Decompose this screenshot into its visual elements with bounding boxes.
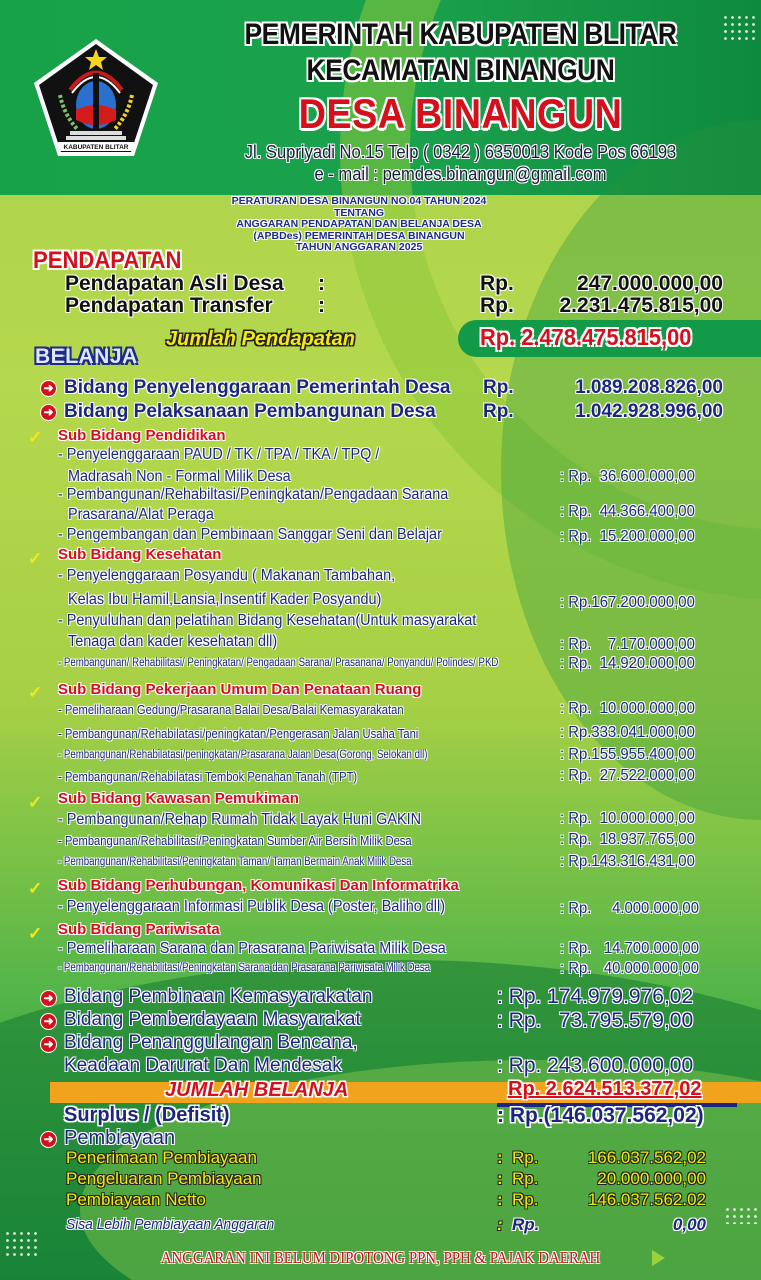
kabupaten-blitar-logo xyxy=(30,35,162,160)
item-line: - Pembangunan/Rehabilitasi/Peningkatan Taman/ Taman Bermain Anak Milik Desa xyxy=(58,856,412,868)
pembiayaan-title: Pembiayaan xyxy=(64,1127,176,1149)
svg-text:KABUPATEN BLITAR: KABUPATEN BLITAR xyxy=(63,144,129,151)
regulation-line: ANGGARAN PENDAPATAN DAN BELANJA DESA xyxy=(236,218,482,230)
pembiayaan-rp: Rp. xyxy=(512,1169,539,1188)
bidang-label: Bidang Penyelenggaraan Pemerintah Desa xyxy=(64,377,451,398)
item-line: - Pemeliharaan Gedung/Prasarana Balai Desa/Balai Kemasyarakatan xyxy=(58,702,404,717)
footer-note: ANGGARAN INI BELUM DIPOTONG PPN, PPH & PAJAK DAERAH xyxy=(160,1248,601,1267)
check-icon: ✓ xyxy=(28,793,43,812)
item-line: - Pembangunan/Rehabilitasi/Peningkatan Sarana dan Prasarana Pariwisata Milik Desa xyxy=(58,962,431,974)
item-value: : Rp. 40.000.000,00 xyxy=(560,960,699,977)
total-pendapatan-label: Jumlah Pendapatan xyxy=(166,328,355,350)
pembiayaan-label: Penerimaan Pembiayaan xyxy=(66,1148,257,1167)
check-icon: ✓ xyxy=(28,879,43,898)
arrow-right-icon: ➜ xyxy=(40,380,57,397)
check-icon: ✓ xyxy=(28,683,43,702)
section-title-pendapatan: PENDAPATAN xyxy=(33,247,182,274)
item-line: - Pembangunan/Rehabilatasi Tembok Penahan Tanah (TPT) xyxy=(58,769,358,784)
header-email: e - mail : pemdes.binangun@gmail.com xyxy=(314,164,607,184)
item-line: - Pembangunan/Rehabilatasi/peningkatan/Prasarana Jalan Desa(Gorong, Selokan dll) xyxy=(58,749,428,761)
arrow-right-icon: ➜ xyxy=(40,990,57,1007)
item-line: - Penyelenggaraan Posyandu ( Makanan Tambahan, xyxy=(58,567,396,584)
regulation-block xyxy=(160,196,558,254)
item-value: : Rp.333.041.000,00 xyxy=(560,724,695,741)
item-value: : Rp.155.955.400,00 xyxy=(560,746,695,763)
item-value: : Rp. 14.700.000,00 xyxy=(560,940,699,957)
header-line-1: PEMERINTAH KABUPATEN BLITAR xyxy=(244,18,677,51)
item-value: : Rp.167.200.000,00 xyxy=(560,594,695,611)
pembiayaan-rp: Rp. xyxy=(512,1190,539,1209)
play-triangle-icon xyxy=(652,1250,665,1266)
item-line: - Pemeliharaan Sarana dan Prasarana Pariwisata Milik Desa xyxy=(58,940,446,957)
bidang-value: : Rp. 73.795.579,00 xyxy=(497,1009,694,1032)
item-value: : Rp. 44.366.400,00 xyxy=(560,503,695,520)
header-line-2: KECAMATAN BINANGUN xyxy=(306,54,615,87)
surplus-label: Surplus / (Defisit) xyxy=(64,1104,230,1126)
sisa-label: Sisa Lebih Pembiayaan Anggaran xyxy=(66,1216,275,1233)
bidang-label: Bidang Pelaksanaan Pembangunan Desa xyxy=(64,401,436,422)
item-line: - Pembangunan/Rehabilatasi/peningkatan/Pengerasan Jalan Usaha Tani xyxy=(58,726,419,741)
bidang-value: : Rp. 174.979.976,02 xyxy=(497,985,694,1008)
item-value: : Rp. 4.000.000,00 xyxy=(560,900,699,917)
bidang-value: 1.042.928.996,00 xyxy=(575,401,723,422)
header-village-name: DESA BINANGUN xyxy=(298,90,623,137)
pembiayaan-colon: : xyxy=(497,1169,503,1188)
sub-bidang-title: Sub Bidang Pekerjaan Umum Dan Penataan Ruang xyxy=(58,681,422,698)
item-line: Madrasah Non - Formal Milik Desa xyxy=(68,468,291,485)
bidang-label-cont: Keadaan Darurat Dan Mendesak xyxy=(64,1055,342,1076)
arrow-right-icon: ➜ xyxy=(40,1013,57,1030)
pembiayaan-colon: : xyxy=(497,1148,503,1167)
sub-bidang-title: Sub Bidang Pariwisata xyxy=(58,921,220,938)
pendapatan-rp: Rp. xyxy=(480,294,514,317)
sub-bidang-title: Sub Bidang Perhubungan, Komunikasi Dan Informatrika xyxy=(58,877,459,894)
pembiayaan-rp: Rp. xyxy=(512,1148,539,1167)
sisa-value: 0,00 xyxy=(672,1215,706,1234)
sisa-colon: : xyxy=(497,1215,503,1234)
regulation-line: (APBDes) PEMERINTAH DESA BINANGUN xyxy=(253,229,465,242)
sub-bidang-title: Sub Bidang Pendidikan xyxy=(58,427,226,444)
regulation-line: TENTANG xyxy=(334,206,384,219)
item-line: - Penyelenggaraan PAUD / TK / TPA / TKA / TPQ / xyxy=(58,446,380,463)
item-line: Tenaga dan kader kesehatan dll) xyxy=(68,633,278,650)
item-value: : Rp. 36.600.000,00 xyxy=(560,468,695,485)
pembiayaan-value: 20.000.000,00 xyxy=(597,1169,706,1188)
item-value: : Rp. 18.937.765,00 xyxy=(560,831,695,848)
bidang-value: 1.089.208.826,00 xyxy=(575,377,723,398)
pendapatan-colon: : xyxy=(318,272,325,295)
pembiayaan-value: 146.037.562.02 xyxy=(587,1190,706,1209)
item-value: : Rp. 7.170.000,00 xyxy=(560,636,695,653)
regulation-line: TAHUN ANGGARAN 2025 xyxy=(295,241,423,253)
sub-bidang-title: Sub Bidang Kesehatan xyxy=(58,546,222,563)
item-value: : Rp. 15.200.000,00 xyxy=(560,528,695,545)
total-pendapatan-value: Rp. 2.478.475.815,00 xyxy=(480,324,692,350)
item-value: : Rp. 10.000.000,00 xyxy=(560,810,695,827)
bidang-label: Bidang Pemberdayaan Masyarakat xyxy=(64,1009,361,1030)
item-value: : Rp. 14.920.000,00 xyxy=(560,655,695,672)
bidang-rp: Rp. xyxy=(483,377,514,398)
pembiayaan-value: 166.037.562,02 xyxy=(587,1148,706,1167)
sub-bidang-title: Sub Bidang Kawasan Pemukiman xyxy=(58,790,299,807)
pembiayaan-colon: : xyxy=(497,1190,503,1209)
item-value: : Rp.143.316.431,00 xyxy=(560,853,695,870)
arrow-right-icon: ➜ xyxy=(40,404,57,421)
bidang-label: Bidang Pembinaan Kemasyarakatan xyxy=(64,986,373,1007)
regulation-line: PERATURAN DESA BINANGUN NO.04 TAHUN 2024 xyxy=(231,195,487,207)
item-line: - Pengembangan dan Pembinaan Sanggar Seni dan Belajar xyxy=(58,526,442,543)
check-icon: ✓ xyxy=(28,428,43,447)
item-line: - Pembangunan/Rehap Rumah Tidak Layak Huni GAKIN xyxy=(58,811,421,828)
section-title-belanja: BELANJA xyxy=(35,345,138,368)
bidang-rp: Rp. xyxy=(483,401,514,422)
item-line: Prasarana/Alat Peraga xyxy=(68,506,214,523)
header-address: Jl. Supriyadi No.15 Telp ( 0342 ) 6350013 Kode Pos 66193 xyxy=(244,142,677,162)
sisa-rp: Rp. xyxy=(512,1215,540,1234)
item-line: - Pembangunan/Rehabiltasi/Peningkatan/Pengadaan Sarana xyxy=(58,486,449,503)
arrow-right-icon: ➜ xyxy=(40,1131,57,1148)
pendapatan-label: Pendapatan Transfer xyxy=(65,294,273,317)
item-line: - Penyelenggaraan Informasi Publik Desa (Poster, Baliho dll) xyxy=(58,898,446,915)
item-line: - Penyuluhan dan pelatihan Bidang Kesehatan(Untuk masyarakat xyxy=(58,612,477,629)
arrow-right-icon: ➜ xyxy=(40,1036,57,1053)
pendapatan-value: 247.000.000,00 xyxy=(577,272,723,295)
check-icon: ✓ xyxy=(28,549,43,568)
item-value: : Rp. 27.522.000,00 xyxy=(560,767,695,784)
bidang-value: : Rp. 243.600.000,00 xyxy=(497,1054,694,1077)
item-value: : Rp. 10.000.000,00 xyxy=(560,700,695,717)
item-line: Kelas Ibu Hamil,Lansia,Insentif Kader Posyandu) xyxy=(68,591,382,608)
pembiayaan-label: Pembiayaan Netto xyxy=(66,1190,206,1209)
total-belanja-label: JUMLAH BELANJA xyxy=(165,1079,349,1101)
pendapatan-value: 2.231.475.815,00 xyxy=(559,294,723,317)
pendapatan-rp: Rp. xyxy=(480,272,514,295)
check-icon: ✓ xyxy=(28,924,43,943)
item-line: - Pembangunan/Rehabilitasi/Peningkatan Sumber Air Bersih Milik Desa xyxy=(58,833,412,848)
bidang-label: Bidang Penanggulangan Bencana, xyxy=(64,1032,358,1053)
pendapatan-colon: : xyxy=(318,294,325,317)
pembiayaan-label: Pengeluaran Pembiayaan xyxy=(66,1169,262,1188)
item-line: - Pembangunan/ Rehabilitasi/ Peningkatan/ Pengadaan Sarana/ Prasanana/ Ponyandu/ Polindes/ PKD xyxy=(58,657,499,669)
pendapatan-label: Pendapatan Asli Desa xyxy=(65,272,284,295)
total-belanja-value: Rp. 2.624.513.377,02 xyxy=(508,1078,702,1100)
surplus-value: : Rp.(146.037.562,02) xyxy=(497,1104,704,1127)
